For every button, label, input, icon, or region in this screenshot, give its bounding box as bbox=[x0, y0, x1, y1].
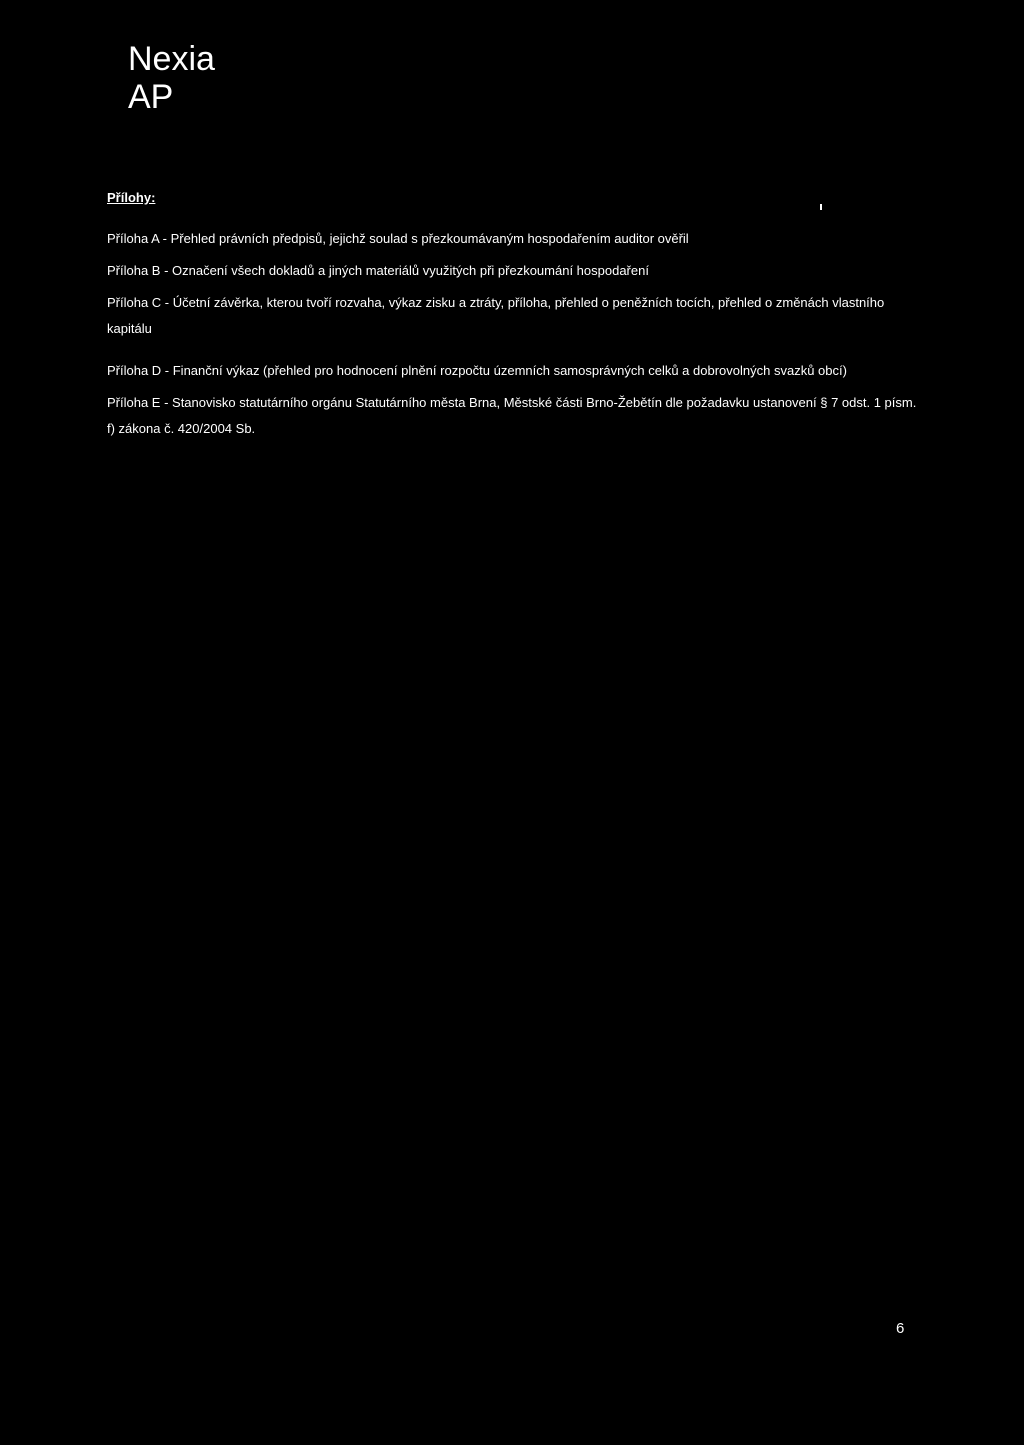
logo-line-1: Nexia bbox=[128, 40, 215, 78]
logo-line-2: AP bbox=[128, 78, 174, 116]
scan-mark bbox=[820, 204, 822, 210]
attachment-c: Příloha C - Účetní závěrka, kterou tvoří rozvaha, výkaz zisku a ztráty, příloha, přehled o peněžních tocích, přehled o změnách vlastního kapitálu bbox=[107, 295, 885, 336]
page-number: 6 bbox=[896, 1320, 905, 1337]
attachment-e: Příloha E - Stanovisko statutárního orgánu Statutárního města Brna, Městské části Brno-Žebětín dle požadavku ustanovení § 7 odst. 1 písm. f) zákona č. 420/2004 Sb. bbox=[107, 395, 917, 436]
nexia-ap-logo bbox=[128, 40, 215, 116]
attachment-a: Příloha A - Přehled právních předpisů, jejichž soulad s přezkoumávaným hospodařením auditor ověřil bbox=[107, 231, 689, 246]
attachments-heading: Přílohy: bbox=[107, 190, 156, 205]
attachment-d: Příloha D - Finanční výkaz (přehled pro hodnocení plnění rozpočtu územních samosprávných celků a dobrovolných svazků obcí) bbox=[107, 363, 847, 378]
attachment-b: Příloha B - Označení všech dokladů a jiných materiálů využitých při přezkoumání hospodaření bbox=[107, 263, 649, 278]
